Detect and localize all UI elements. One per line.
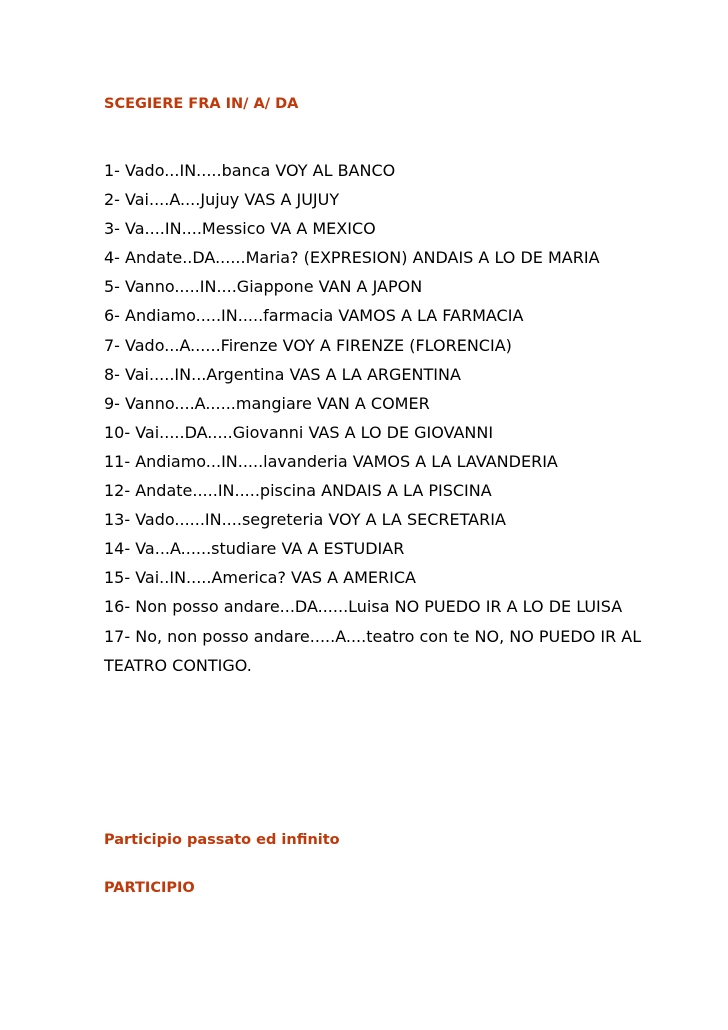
exercise-line: 15- Vai..IN.....America? VAS A AMERICA <box>104 568 416 588</box>
section-heading: Participio passato ed infinito <box>104 832 340 848</box>
exercise-line: 2- Vai....A....Jujuy VAS A JUJUY <box>104 190 340 210</box>
exercise-line: 17- No, non posso andare.....A....teatro con te NO, NO PUEDO IR AL TEATRO CONTIGO. <box>104 626 642 675</box>
exercise-line: 6- Andiamo.....IN.....farmacia VAMOS A LA FARMACIA <box>104 306 524 326</box>
exercise-line: 1- Vado...IN.....banca VOY AL BANCO <box>104 161 396 180</box>
exercise-line: 7- Vado...A......Firenze VOY A FIRENZE (FLORENCIA) <box>104 335 512 355</box>
exercise-heading: SCEGIERE FRA IN/ A/ DA <box>104 96 299 112</box>
exercise-line: 4- Andate..DA......Maria? (EXPRESION) ANDAIS A LO DE MARIA <box>104 248 600 268</box>
exercise-line: 14- Va...A......studiare VA A ESTUDIAR <box>104 539 405 559</box>
exercise-line: 12- Andate.....IN.....piscina ANDAIS A LA PISCINA <box>104 481 492 501</box>
exercise-line: 8- Vai.....IN...Argentina VAS A LA ARGENTINA <box>104 364 461 384</box>
exercise-list <box>104 156 644 680</box>
subsection-heading: PARTICIPIO <box>104 880 195 896</box>
exercise-line: 3- Va....IN....Messico VA A MEXICO <box>104 219 376 239</box>
exercise-line: 10- Vai.....DA.....Giovanni VAS A LO DE GIOVANNI <box>104 422 494 442</box>
exercise-line: 9- Vanno....A......mangiare VAN A COMER <box>104 393 430 413</box>
exercise-line: 5- Vanno.....IN....Giappone VAN A JAPON <box>104 277 423 297</box>
exercise-line: 16- Non posso andare...DA......Luisa NO PUEDO IR A LO DE LUISA <box>104 597 623 617</box>
exercise-line: 13- Vado......IN....segreteria VOY A LA SECRETARIA <box>104 510 506 530</box>
exercise-line: 11- Andiamo...IN.....lavanderia VAMOS A LA LAVANDERIA <box>104 451 558 471</box>
